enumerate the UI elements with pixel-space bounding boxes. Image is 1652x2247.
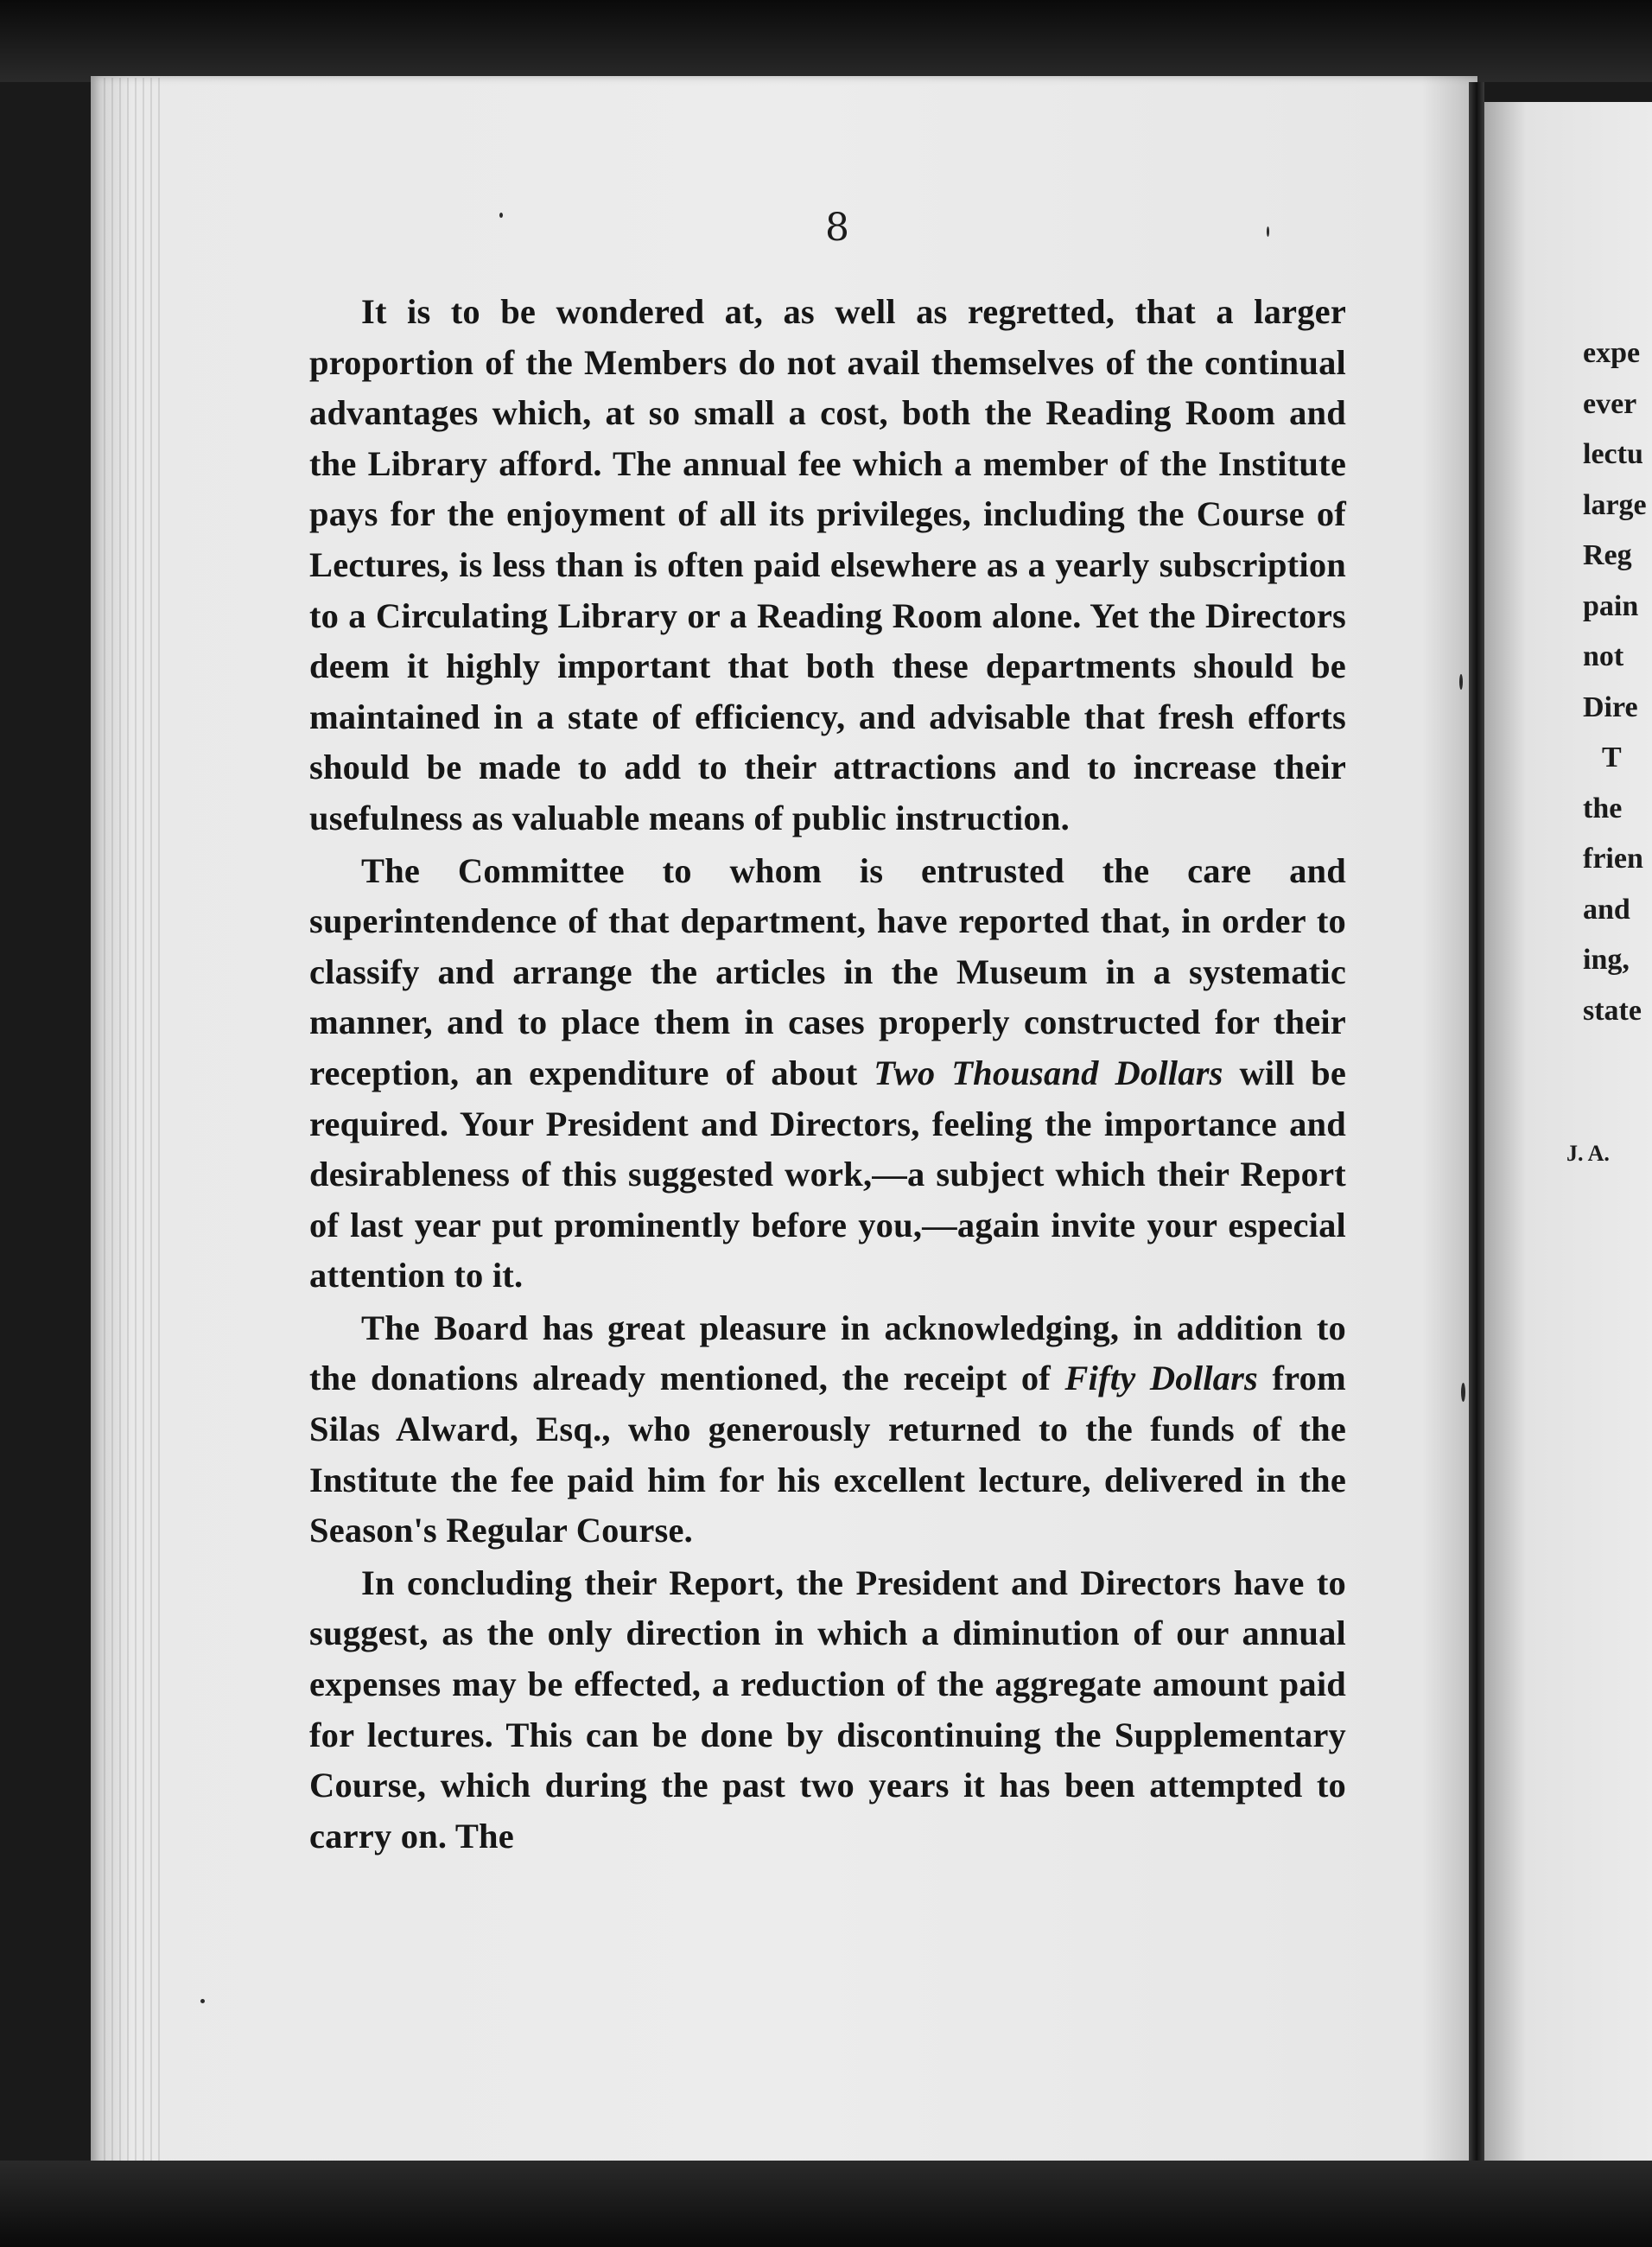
paragraph <box>309 287 1346 844</box>
text-run: from Silas Alward, Esq., who generously returned to the funds of the Institute the fee paid him for his excellent lecture, delivered in the Season's Regular Course. <box>309 1359 1346 1550</box>
italic-text: Fifty Dollars <box>1064 1359 1259 1398</box>
page-number: 8 <box>825 206 849 250</box>
scan-speck <box>1461 1383 1465 1402</box>
scan-speck <box>1267 226 1269 237</box>
text-run: In concluding their Report, the President and Directors have to suggest, as the only direction in which a diminution of our annual expenses may be effected, a reduction of the aggregate amount paid for lectures. This can be done by discontinuing the Supplementary Course, which during the past two years it has been attempted to carry on. The <box>309 1563 1346 1856</box>
italic-text: Two Thousand Dollars <box>874 1053 1223 1092</box>
facing-line: ing, <box>1583 944 1630 976</box>
facing-line: expe <box>1583 337 1641 369</box>
body-text <box>309 287 1346 1862</box>
film-border-top <box>0 0 1652 82</box>
paragraph <box>309 1558 1346 1862</box>
scan-speck <box>499 213 503 218</box>
film-border-bottom <box>0 2161 1652 2247</box>
text-run: The Board has great pleasure in acknowledging, in addition to the donations already mentioned, the receipt of <box>309 1308 1346 1398</box>
text-run: The Committee to whom is entrusted the care and superintendence of that department, have reported that, in order to classify and arrange the articles in the Museum in a systematic manner, and to place them in cases properly constructed for their reception, an expenditure of about <box>309 850 1346 1092</box>
facing-line: pain <box>1583 589 1639 622</box>
facing-line: large <box>1583 488 1647 521</box>
facing-line: and <box>1583 893 1630 926</box>
scan-speck <box>200 1999 205 2003</box>
facing-line: T <box>1602 742 1622 773</box>
facing-page-text <box>1583 328 1652 1036</box>
facing-line: frien <box>1583 843 1643 875</box>
facing-line: state <box>1583 994 1642 1027</box>
paragraph <box>309 846 1346 1302</box>
facing-line: Reg <box>1583 539 1632 571</box>
facing-line: not <box>1583 640 1624 672</box>
text-run: will be required. Your President and Directors, feeling the importance and desirableness of this suggested work,—a subject which their Report of last year put prominently before you,—again invite your especial attention to it. <box>309 1053 1346 1295</box>
book-gutter <box>1469 82 1484 2165</box>
facing-line: lectu <box>1583 438 1643 470</box>
facing-page-signature: J. A. <box>1566 1141 1610 1166</box>
facing-line: ever <box>1583 387 1637 420</box>
scan-speck <box>1459 674 1463 690</box>
text-run: It is to be wondered at, as well as regretted, that a larger proportion of the Members do not avail themselves of the continual advantages which, at so small a cost, both the Reading Room and the Library afford. The annual fee which a member of the Institute pays for the enjoyment of all its privileges, including the Course of Lectures, is less than is often paid elsewhere as a yearly subscription to a Circulating Library or a Reading Room alone. Yet the Directors deem it highly important that both these departments should be maintained in a state of efficiency, and advisable that fresh efforts should be made to add to their attractions and to increase their usefulness as valuable means of public instruction. <box>309 292 1346 837</box>
facing-line: Dire <box>1583 691 1638 723</box>
paragraph <box>309 1303 1346 1556</box>
facing-line: the <box>1583 792 1623 824</box>
page-stack-edges <box>104 78 164 2165</box>
